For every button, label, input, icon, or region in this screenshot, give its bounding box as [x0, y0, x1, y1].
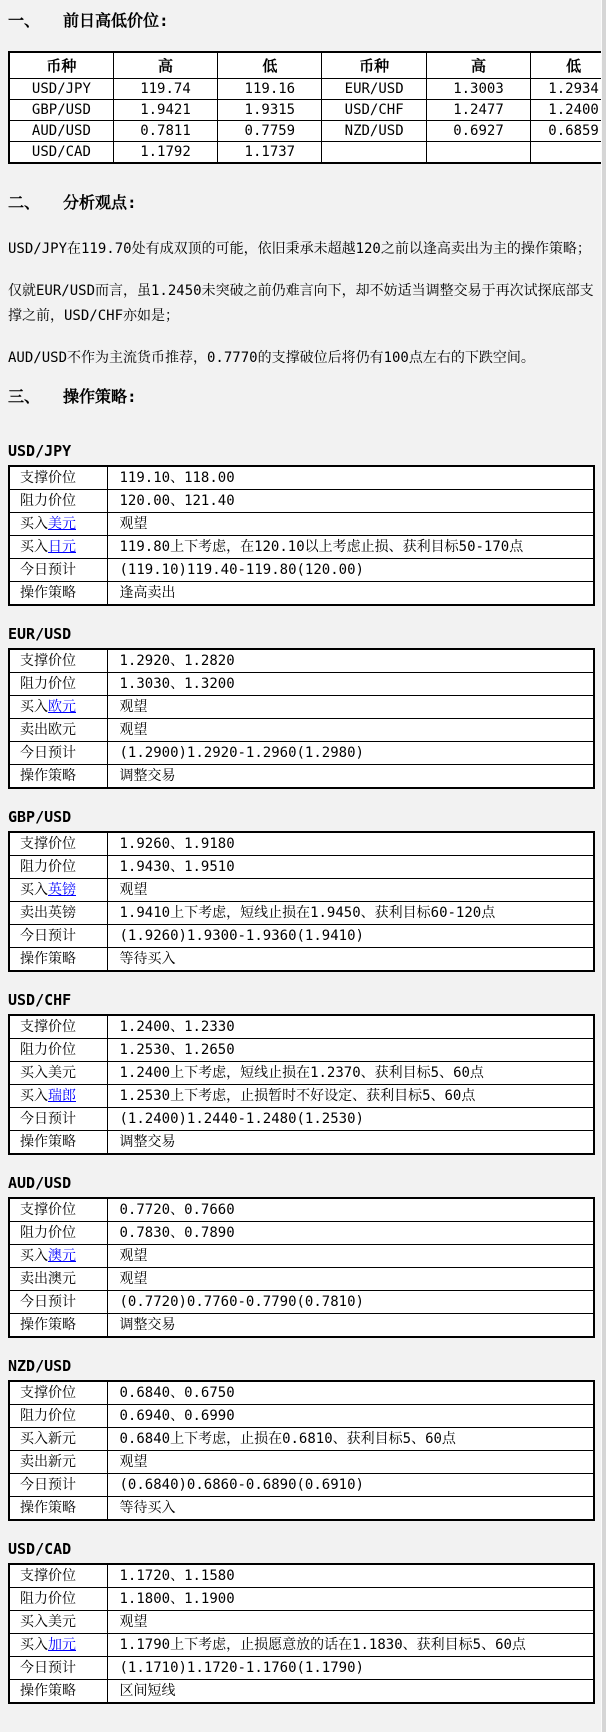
low-cell: 0.7759	[218, 121, 322, 142]
strategy-row-label-text: 今日预计	[20, 1660, 76, 1676]
analysis-paragraphs	[8, 237, 606, 371]
strategy-row-label	[9, 1451, 107, 1474]
strategy-row	[9, 466, 594, 490]
strategy-row-value: 0.7720、0.7660	[107, 1198, 594, 1222]
section-3-title: 操作策略:	[63, 387, 137, 406]
pair-cell	[322, 142, 426, 164]
currency-link[interactable]: 日元	[48, 539, 76, 555]
price-table-row	[9, 79, 606, 100]
page-right-edge-strip	[601, 0, 606, 1732]
strategy-row-value: 调整交易	[107, 765, 594, 789]
strategy-row-label	[9, 1497, 107, 1521]
strategy-row-label-text: 买入	[20, 699, 48, 715]
pair-cell: NZD/USD	[322, 121, 426, 142]
strategy-row	[9, 948, 594, 972]
strategy-row-label	[9, 832, 107, 856]
strategy-row-label-text: 今日预计	[20, 1111, 76, 1127]
low-cell: 1.2934	[531, 79, 606, 100]
strategy-row-label	[9, 1015, 107, 1039]
col-header-pair-right: 币种	[322, 52, 426, 79]
pair-cell: EUR/USD	[322, 79, 426, 100]
strategy-row-label	[9, 696, 107, 719]
strategy-row-label	[9, 1314, 107, 1338]
strategy-row	[9, 902, 594, 925]
strategy-row-label-text: 阻力价位	[20, 493, 76, 509]
strategy-block	[8, 809, 606, 972]
pair-heading: NZD/USD	[8, 1357, 72, 1375]
strategy-table	[8, 1380, 595, 1521]
strategy-row-label	[9, 673, 107, 696]
strategy-row	[9, 1497, 594, 1521]
price-table	[8, 51, 606, 164]
strategy-row	[9, 1657, 594, 1680]
strategy-row-label-text: 买入	[20, 1088, 48, 1104]
section-1-heading	[8, 12, 606, 29]
pair-cell: GBP/USD	[9, 100, 113, 121]
strategy-row	[9, 1451, 594, 1474]
strategy-row-label	[9, 1428, 107, 1451]
currency-link[interactable]: 加元	[48, 1637, 76, 1653]
strategy-row-value: 0.7830、0.7890	[107, 1222, 594, 1245]
high-cell: 1.9421	[113, 100, 217, 121]
strategy-row-label	[9, 1657, 107, 1680]
strategy-block	[8, 1358, 606, 1521]
strategy-row-label-text: 操作策略	[20, 951, 76, 967]
strategy-row-label-text: 卖出新元	[20, 1454, 76, 1470]
strategy-row-label-text: 操作策略	[20, 1683, 76, 1699]
strategy-row-label	[9, 765, 107, 789]
strategy-row-label	[9, 1108, 107, 1131]
strategy-table	[8, 1197, 595, 1338]
strategy-row-value: 观望	[107, 879, 594, 902]
strategy-row	[9, 1588, 594, 1611]
strategy-row	[9, 582, 594, 606]
strategy-row	[9, 673, 594, 696]
strategy-row	[9, 1062, 594, 1085]
strategy-row-value: (1.9260)1.9300-1.9360(1.9410)	[107, 925, 594, 948]
strategy-row	[9, 1405, 594, 1428]
strategy-table	[8, 831, 595, 972]
strategy-row-value: (1.2400)1.2440-1.2480(1.2530)	[107, 1108, 594, 1131]
strategy-row-value: 调整交易	[107, 1314, 594, 1338]
strategy-block	[8, 992, 606, 1155]
strategy-row	[9, 513, 594, 536]
strategy-row-label	[9, 1131, 107, 1155]
low-cell: 0.6859	[531, 121, 606, 142]
strategy-row-label-text: 操作策略	[20, 768, 76, 784]
col-header-high-left: 高	[113, 52, 217, 79]
strategy-row-label	[9, 719, 107, 742]
strategy-row	[9, 696, 594, 719]
pair-cell: AUD/USD	[9, 121, 113, 142]
strategy-row-label-text: 操作策略	[20, 1317, 76, 1333]
strategy-table	[8, 465, 595, 606]
strategy-block	[8, 1175, 606, 1338]
strategy-row	[9, 1108, 594, 1131]
strategy-row-label-text: 买入	[20, 882, 48, 898]
strategy-row	[9, 1634, 594, 1657]
strategy-row-label-text: 买入	[20, 516, 48, 532]
strategy-row-label-text: 今日预计	[20, 745, 76, 761]
strategy-row-label	[9, 1611, 107, 1634]
strategy-row-label	[9, 1198, 107, 1222]
col-header-high-right: 高	[426, 52, 530, 79]
price-table-row	[9, 142, 606, 164]
strategy-row-value: 观望	[107, 1245, 594, 1268]
strategy-row-value: 1.2400上下考虑，短线止损在1.2370、获利目标5、60点	[107, 1062, 594, 1085]
high-cell: 0.7811	[113, 121, 217, 142]
strategy-row-value: 0.6940、0.6990	[107, 1405, 594, 1428]
strategy-row-value: 0.6840、0.6750	[107, 1381, 594, 1405]
strategy-row-label-text: 买入	[20, 1248, 48, 1264]
strategy-row	[9, 1039, 594, 1062]
strategy-row-value: 1.9430、1.9510	[107, 856, 594, 879]
strategy-row	[9, 1474, 594, 1497]
high-cell: 1.2477	[426, 100, 530, 121]
currency-link[interactable]: 英镑	[48, 882, 76, 898]
analysis-paragraph: USD/JPY在119.70处有成双顶的可能，依旧秉承未超越120之前以逢高卖出为主的操作策略；	[8, 241, 591, 257]
strategy-row-label-text: 今日预计	[20, 928, 76, 944]
strategy-row-value: 观望	[107, 1268, 594, 1291]
strategy-row-value: (0.7720)0.7760-0.7790(0.7810)	[107, 1291, 594, 1314]
strategy-row-label	[9, 1405, 107, 1428]
col-header-pair-left: 币种	[9, 52, 113, 79]
strategy-row	[9, 1381, 594, 1405]
section-1-index: 一、	[8, 11, 41, 30]
price-table-row	[9, 121, 606, 142]
strategy-row-label	[9, 1680, 107, 1704]
low-cell: 119.16	[218, 79, 322, 100]
section-2-heading	[8, 194, 606, 211]
strategy-row-label	[9, 902, 107, 925]
strategy-row-value: 119.80上下考虑，在120.10以上考虑止损、获利目标50-170点	[107, 536, 594, 559]
strategy-row	[9, 559, 594, 582]
strategy-row	[9, 1015, 594, 1039]
pair-cell: USD/CHF	[322, 100, 426, 121]
analysis-paragraph: AUD/USD不作为主流货币推荐，0.7770的支撑破位后将仍有100点左右的下跌空间。	[8, 350, 535, 366]
strategy-row-label	[9, 948, 107, 972]
strategy-row-label-text: 阻力价位	[20, 1408, 76, 1424]
strategy-row-value: 1.9260、1.9180	[107, 832, 594, 856]
strategy-row-value: 1.1720、1.1580	[107, 1564, 594, 1588]
strategy-row	[9, 649, 594, 673]
strategy-row	[9, 1198, 594, 1222]
strategy-row-label-text: 卖出欧元	[20, 722, 76, 738]
strategy-row-label	[9, 559, 107, 582]
price-table-container	[8, 51, 606, 164]
pair-cell: USD/JPY	[9, 79, 113, 100]
strategy-row-label-text: 支撑价位	[20, 1019, 76, 1035]
high-cell: 0.6927	[426, 121, 530, 142]
col-header-low-right: 低	[531, 52, 606, 79]
strategy-row-label-text: 阻力价位	[20, 1591, 76, 1607]
strategy-row-label-text: 支撑价位	[20, 836, 76, 852]
pair-heading: GBP/USD	[8, 808, 72, 826]
strategy-table	[8, 1563, 595, 1704]
strategy-row	[9, 490, 594, 513]
strategy-row-label-text: 阻力价位	[20, 859, 76, 875]
strategy-row	[9, 856, 594, 879]
strategy-row-value: 120.00、121.40	[107, 490, 594, 513]
strategy-row-label	[9, 490, 107, 513]
strategy-row-label	[9, 1588, 107, 1611]
strategy-row-label-text: 卖出英镑	[20, 905, 76, 921]
strategy-row-value: (1.1710)1.1720-1.1760(1.1790)	[107, 1657, 594, 1680]
strategy-row	[9, 742, 594, 765]
section-1-title: 前日高低价位:	[63, 11, 169, 30]
strategy-row-label-text: 今日预计	[20, 1477, 76, 1493]
low-cell: 1.2400	[531, 100, 606, 121]
strategy-row	[9, 719, 594, 742]
strategy-row	[9, 765, 594, 789]
strategy-row-label	[9, 1222, 107, 1245]
strategy-row-label-text: 操作策略	[20, 585, 76, 601]
currency-link[interactable]: 欧元	[48, 699, 76, 715]
strategy-row	[9, 1131, 594, 1155]
strategy-row-label	[9, 1039, 107, 1062]
strategy-row-value: 观望	[107, 719, 594, 742]
strategy-row-label-text: 支撑价位	[20, 653, 76, 669]
strategy-row-value: 逢高卖出	[107, 582, 594, 606]
strategy-row-value: 0.6840上下考虑，止损在0.6810、获利目标5、60点	[107, 1428, 594, 1451]
strategy-row-label-text: 操作策略	[20, 1134, 76, 1150]
strategy-blocks	[8, 443, 606, 1704]
currency-link[interactable]: 澳元	[48, 1248, 76, 1264]
strategy-row-label	[9, 1245, 107, 1268]
section-2-index: 二、	[8, 193, 41, 212]
strategy-row-value: 观望	[107, 1611, 594, 1634]
strategy-row-value: 1.1800、1.1900	[107, 1588, 594, 1611]
strategy-row	[9, 1085, 594, 1108]
strategy-row-label-text: 支撑价位	[20, 470, 76, 486]
strategy-row-value: 1.1790上下考虑，止损愿意放的话在1.1830、获利目标5、60点	[107, 1634, 594, 1657]
strategy-row-value: 119.10、118.00	[107, 466, 594, 490]
strategy-row	[9, 1611, 594, 1634]
strategy-row-label	[9, 1381, 107, 1405]
strategy-row-label	[9, 856, 107, 879]
strategy-row-label	[9, 513, 107, 536]
low-cell: 1.1737	[218, 142, 322, 164]
strategy-row-label-text: 买入新元	[20, 1431, 76, 1447]
strategy-row-value: 等待买入	[107, 1497, 594, 1521]
strategy-row-label	[9, 1564, 107, 1588]
strategy-row-label-text: 今日预计	[20, 562, 76, 578]
strategy-row	[9, 832, 594, 856]
strategy-row-label-text: 买入	[20, 1637, 48, 1653]
pair-cell: USD/CAD	[9, 142, 113, 164]
strategy-row	[9, 1222, 594, 1245]
strategy-row-value: 等待买入	[107, 948, 594, 972]
strategy-row	[9, 1291, 594, 1314]
price-table-row	[9, 100, 606, 121]
strategy-row-label-text: 买入	[20, 539, 48, 555]
pair-heading: USD/CHF	[8, 991, 72, 1009]
strategy-table	[8, 1014, 595, 1155]
strategy-row-value: 观望	[107, 696, 594, 719]
strategy-row-value: (1.2900)1.2920-1.2960(1.2980)	[107, 742, 594, 765]
strategy-row-label	[9, 1474, 107, 1497]
strategy-row-label-text: 今日预计	[20, 1294, 76, 1310]
strategy-table	[8, 648, 595, 789]
strategy-row-label	[9, 1062, 107, 1085]
strategy-row-label	[9, 466, 107, 490]
high-cell: 1.1792	[113, 142, 217, 164]
strategy-row-label-text: 买入美元	[20, 1065, 76, 1081]
strategy-row-label-text: 阻力价位	[20, 1042, 76, 1058]
strategy-block	[8, 626, 606, 789]
pair-heading: EUR/USD	[8, 625, 72, 643]
low-cell: 1.9315	[218, 100, 322, 121]
strategy-row-value: 观望	[107, 1451, 594, 1474]
strategy-row-value: 1.3030、1.3200	[107, 673, 594, 696]
strategy-row-value: 1.2530上下考虑，止损暂时不好设定、获利目标5、60点	[107, 1085, 594, 1108]
high-cell: 119.74	[113, 79, 217, 100]
high-cell	[426, 142, 530, 164]
pair-heading: USD/CAD	[8, 1540, 72, 1558]
strategy-row-label	[9, 925, 107, 948]
strategy-row	[9, 1245, 594, 1268]
strategy-block	[8, 443, 606, 606]
strategy-row-value: 1.2530、1.2650	[107, 1039, 594, 1062]
currency-link[interactable]: 瑞郎	[48, 1088, 76, 1104]
strategy-row-label-text: 操作策略	[20, 1500, 76, 1516]
strategy-row-label	[9, 649, 107, 673]
strategy-row-label	[9, 1268, 107, 1291]
strategy-block	[8, 1541, 606, 1704]
col-header-low-left: 低	[218, 52, 322, 79]
strategy-row	[9, 1314, 594, 1338]
strategy-row-label	[9, 742, 107, 765]
strategy-row-label-text: 支撑价位	[20, 1385, 76, 1401]
strategy-row-label-text: 买入美元	[20, 1614, 76, 1630]
section-3-index: 三、	[8, 387, 41, 406]
strategy-row	[9, 1680, 594, 1704]
strategy-row-label-text: 支撑价位	[20, 1202, 76, 1218]
strategy-row-label-text: 支撑价位	[20, 1568, 76, 1584]
pair-heading: AUD/USD	[8, 1174, 72, 1192]
strategy-row	[9, 1268, 594, 1291]
high-cell: 1.3003	[426, 79, 530, 100]
strategy-row-value: 1.9410上下考虑，短线止损在1.9450、获利目标60-120点	[107, 902, 594, 925]
strategy-row	[9, 1428, 594, 1451]
strategy-row-label	[9, 1634, 107, 1657]
strategy-row	[9, 536, 594, 559]
strategy-row	[9, 925, 594, 948]
strategy-row-value: 观望	[107, 513, 594, 536]
strategy-row-label	[9, 1291, 107, 1314]
strategy-row-label	[9, 1085, 107, 1108]
strategy-row-value: 1.2400、1.2330	[107, 1015, 594, 1039]
analysis-paragraph: 仅就EUR/USD而言，虽1.2450未突破之前仍难言向下，却不妨适当调整交易于再次试探底部支撑之前，USD/CHF亦如是；	[8, 283, 594, 324]
strategy-row-value: (119.10)119.40-119.80(120.00)	[107, 559, 594, 582]
section-3-heading	[8, 388, 606, 405]
strategy-row	[9, 879, 594, 902]
strategy-row-value: 1.2920、1.2820	[107, 649, 594, 673]
price-table-header-row	[9, 52, 606, 79]
strategy-row-value: 调整交易	[107, 1131, 594, 1155]
strategy-row	[9, 1564, 594, 1588]
strategy-row-label-text: 阻力价位	[20, 1225, 76, 1241]
strategy-row-label-text: 卖出澳元	[20, 1271, 76, 1287]
section-2-title: 分析观点:	[63, 193, 137, 212]
strategy-row-label-text: 阻力价位	[20, 676, 76, 692]
strategy-row-value: 区间短线	[107, 1680, 594, 1704]
low-cell	[531, 142, 606, 164]
strategy-row-label	[9, 582, 107, 606]
strategy-row-label	[9, 879, 107, 902]
currency-link[interactable]: 美元	[48, 516, 76, 532]
strategy-row-value: (0.6840)0.6860-0.6890(0.6910)	[107, 1474, 594, 1497]
pair-heading: USD/JPY	[8, 442, 72, 460]
strategy-row-label	[9, 536, 107, 559]
